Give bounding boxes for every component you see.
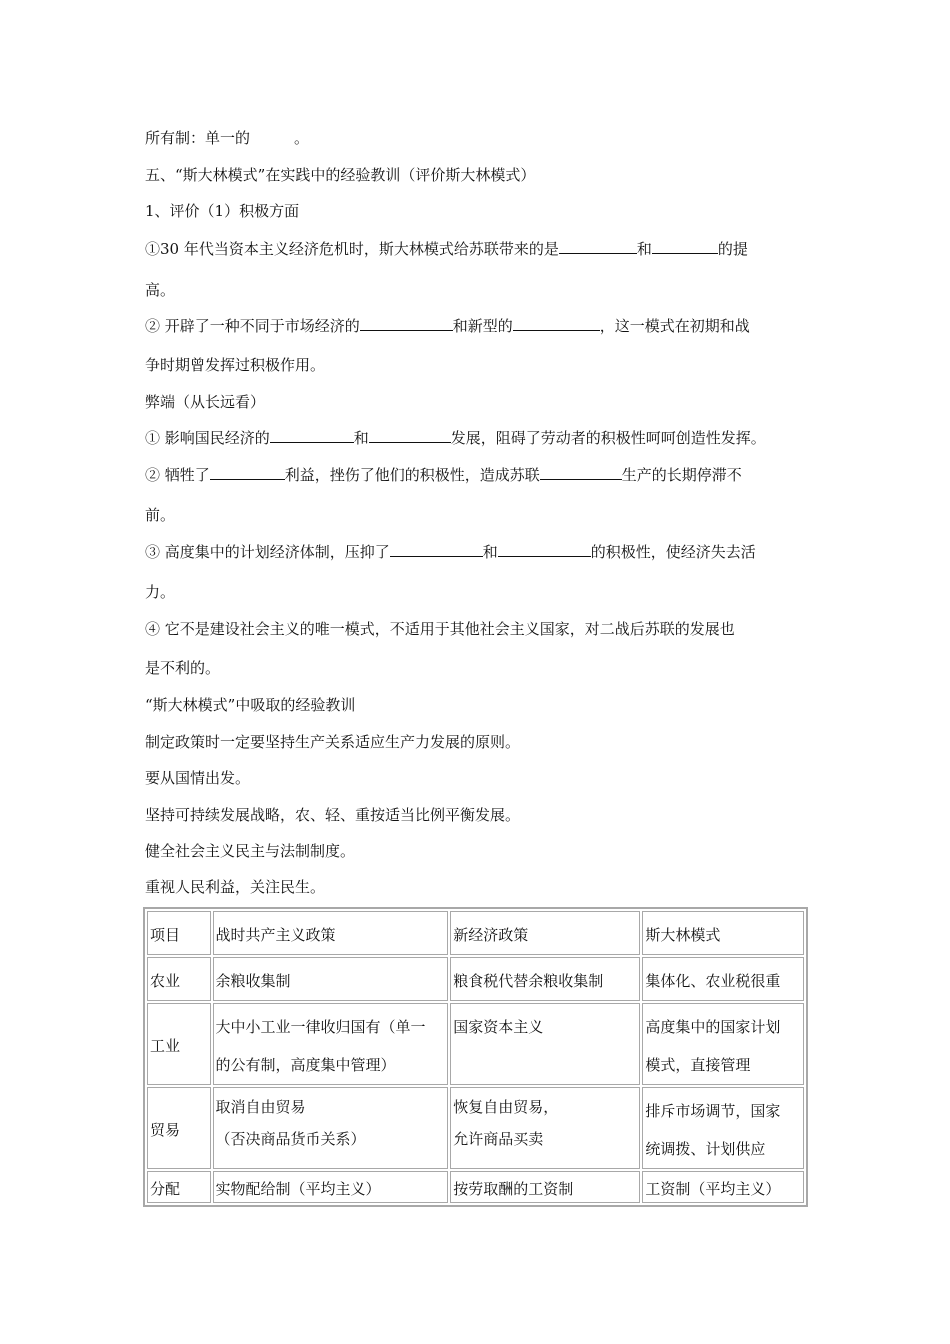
text-line-drawback-4-cont: 是不利的。 — [145, 659, 221, 677]
fill-blank[interactable] — [270, 428, 354, 443]
table-cell: 大中小工业一律收归国有（单一 的公有制，高度集中管理） — [213, 1003, 449, 1085]
comparison-table — [143, 907, 808, 1207]
table-row — [147, 1087, 804, 1169]
table-cell: 工资制（平均主义） — [642, 1171, 804, 1203]
row-label: 农业 — [147, 957, 211, 1001]
text-line-positive-2: ② 开辟了一种不同于市场经济的 和新型的 ，这一模式在初期和战 — [145, 317, 750, 335]
table-cell: 取消自由贸易 （否决商品货币关系） — [213, 1087, 449, 1169]
lesson-item: 坚持可持续发展战略，农、轻、重按适当比例平衡发展。 — [145, 806, 521, 824]
row-label: 贸易 — [147, 1087, 211, 1169]
text-line-drawback-4: ④ 它不是建设社会主义的唯一模式，不适用于其他社会主义国家，对二战后苏联的发展也 — [145, 620, 735, 638]
subheading-drawbacks: 弊端（从长远看） — [145, 393, 266, 411]
header-cell: 项目 — [147, 911, 211, 955]
table-row — [147, 1171, 804, 1203]
table-cell: 集体化、农业税很重 — [642, 957, 804, 1001]
text-line-positive-1: ①30 年代当资本主义经济危机时，斯大林模式给苏联带来的是 和 的提 — [145, 240, 748, 258]
table-cell: 恢复自由贸易， 允许商品买卖 — [450, 1087, 640, 1169]
text-line-drawback-3-cont: 力。 — [145, 583, 176, 601]
fill-blank[interactable] — [652, 239, 718, 254]
text-line-ownership: 所有制：单一的 。 — [145, 129, 310, 147]
table-cell: 国家资本主义 — [450, 1003, 640, 1085]
text-line-positive-2-cont: 争时期曾发挥过积极作用。 — [145, 356, 326, 374]
fill-blank[interactable] — [369, 428, 451, 443]
fill-blank[interactable] — [540, 465, 622, 480]
text-line-positive-1-cont: 高。 — [145, 281, 176, 299]
row-label: 分配 — [147, 1171, 211, 1203]
text-line-drawback-1: ① 影响国民经济的 和 发展，阻碍了劳动者的积极性呵呵创造性发挥。 — [145, 429, 766, 447]
table-cell: 高度集中的国家计划 模式，直接管理 — [642, 1003, 804, 1085]
fill-blank[interactable] — [360, 316, 453, 331]
fill-blank[interactable] — [210, 465, 285, 480]
text-line-drawback-2: ② 牺牲了 利益，挫伤了他们的积极性，造成苏联 生产的长期停滞不 — [145, 466, 742, 484]
text-line-drawback-2-cont: 前。 — [145, 506, 176, 524]
table-cell: 粮食税代替余粮收集制 — [450, 957, 640, 1001]
subheading-evaluation: 1、评价（1）积极方面 — [145, 202, 300, 220]
lesson-item: 制定政策时一定要坚持生产关系适应生产力发展的原则。 — [145, 733, 521, 751]
fill-blank[interactable] — [390, 542, 483, 557]
header-cell: 新经济政策 — [450, 911, 640, 955]
subheading-lessons: “斯大林模式”中吸取的经验教训 — [145, 696, 356, 714]
table-cell: 排斥市场调节，国家 统调拨、计划供应 — [642, 1087, 804, 1169]
fill-blank[interactable] — [498, 542, 591, 557]
fill-blank[interactable] — [559, 239, 637, 254]
header-cell: 战时共产主义政策 — [213, 911, 449, 955]
lesson-item: 重视人民利益，关注民生。 — [145, 878, 326, 896]
text-line-drawback-3: ③ 高度集中的计划经济体制，压抑了 和 的积极性，使经济失去活 — [145, 543, 756, 561]
fill-blank[interactable] — [513, 316, 600, 331]
section-heading-five: 五、“斯大林模式”在实践中的经验教训（评价斯大林模式） — [145, 166, 536, 184]
table-cell: 按劳取酬的工资制 — [450, 1171, 640, 1203]
table-cell: 余粮收集制 — [213, 957, 449, 1001]
lesson-item: 健全社会主义民主与法制制度。 — [145, 842, 356, 860]
lesson-item: 要从国情出发。 — [145, 769, 251, 787]
table-cell: 实物配给制（平均主义） — [213, 1171, 449, 1203]
row-label: 工业 — [147, 1003, 211, 1085]
table-row — [147, 957, 804, 1001]
table-row — [147, 1003, 804, 1085]
header-cell: 斯大林模式 — [642, 911, 804, 955]
table-header-row — [147, 911, 804, 955]
